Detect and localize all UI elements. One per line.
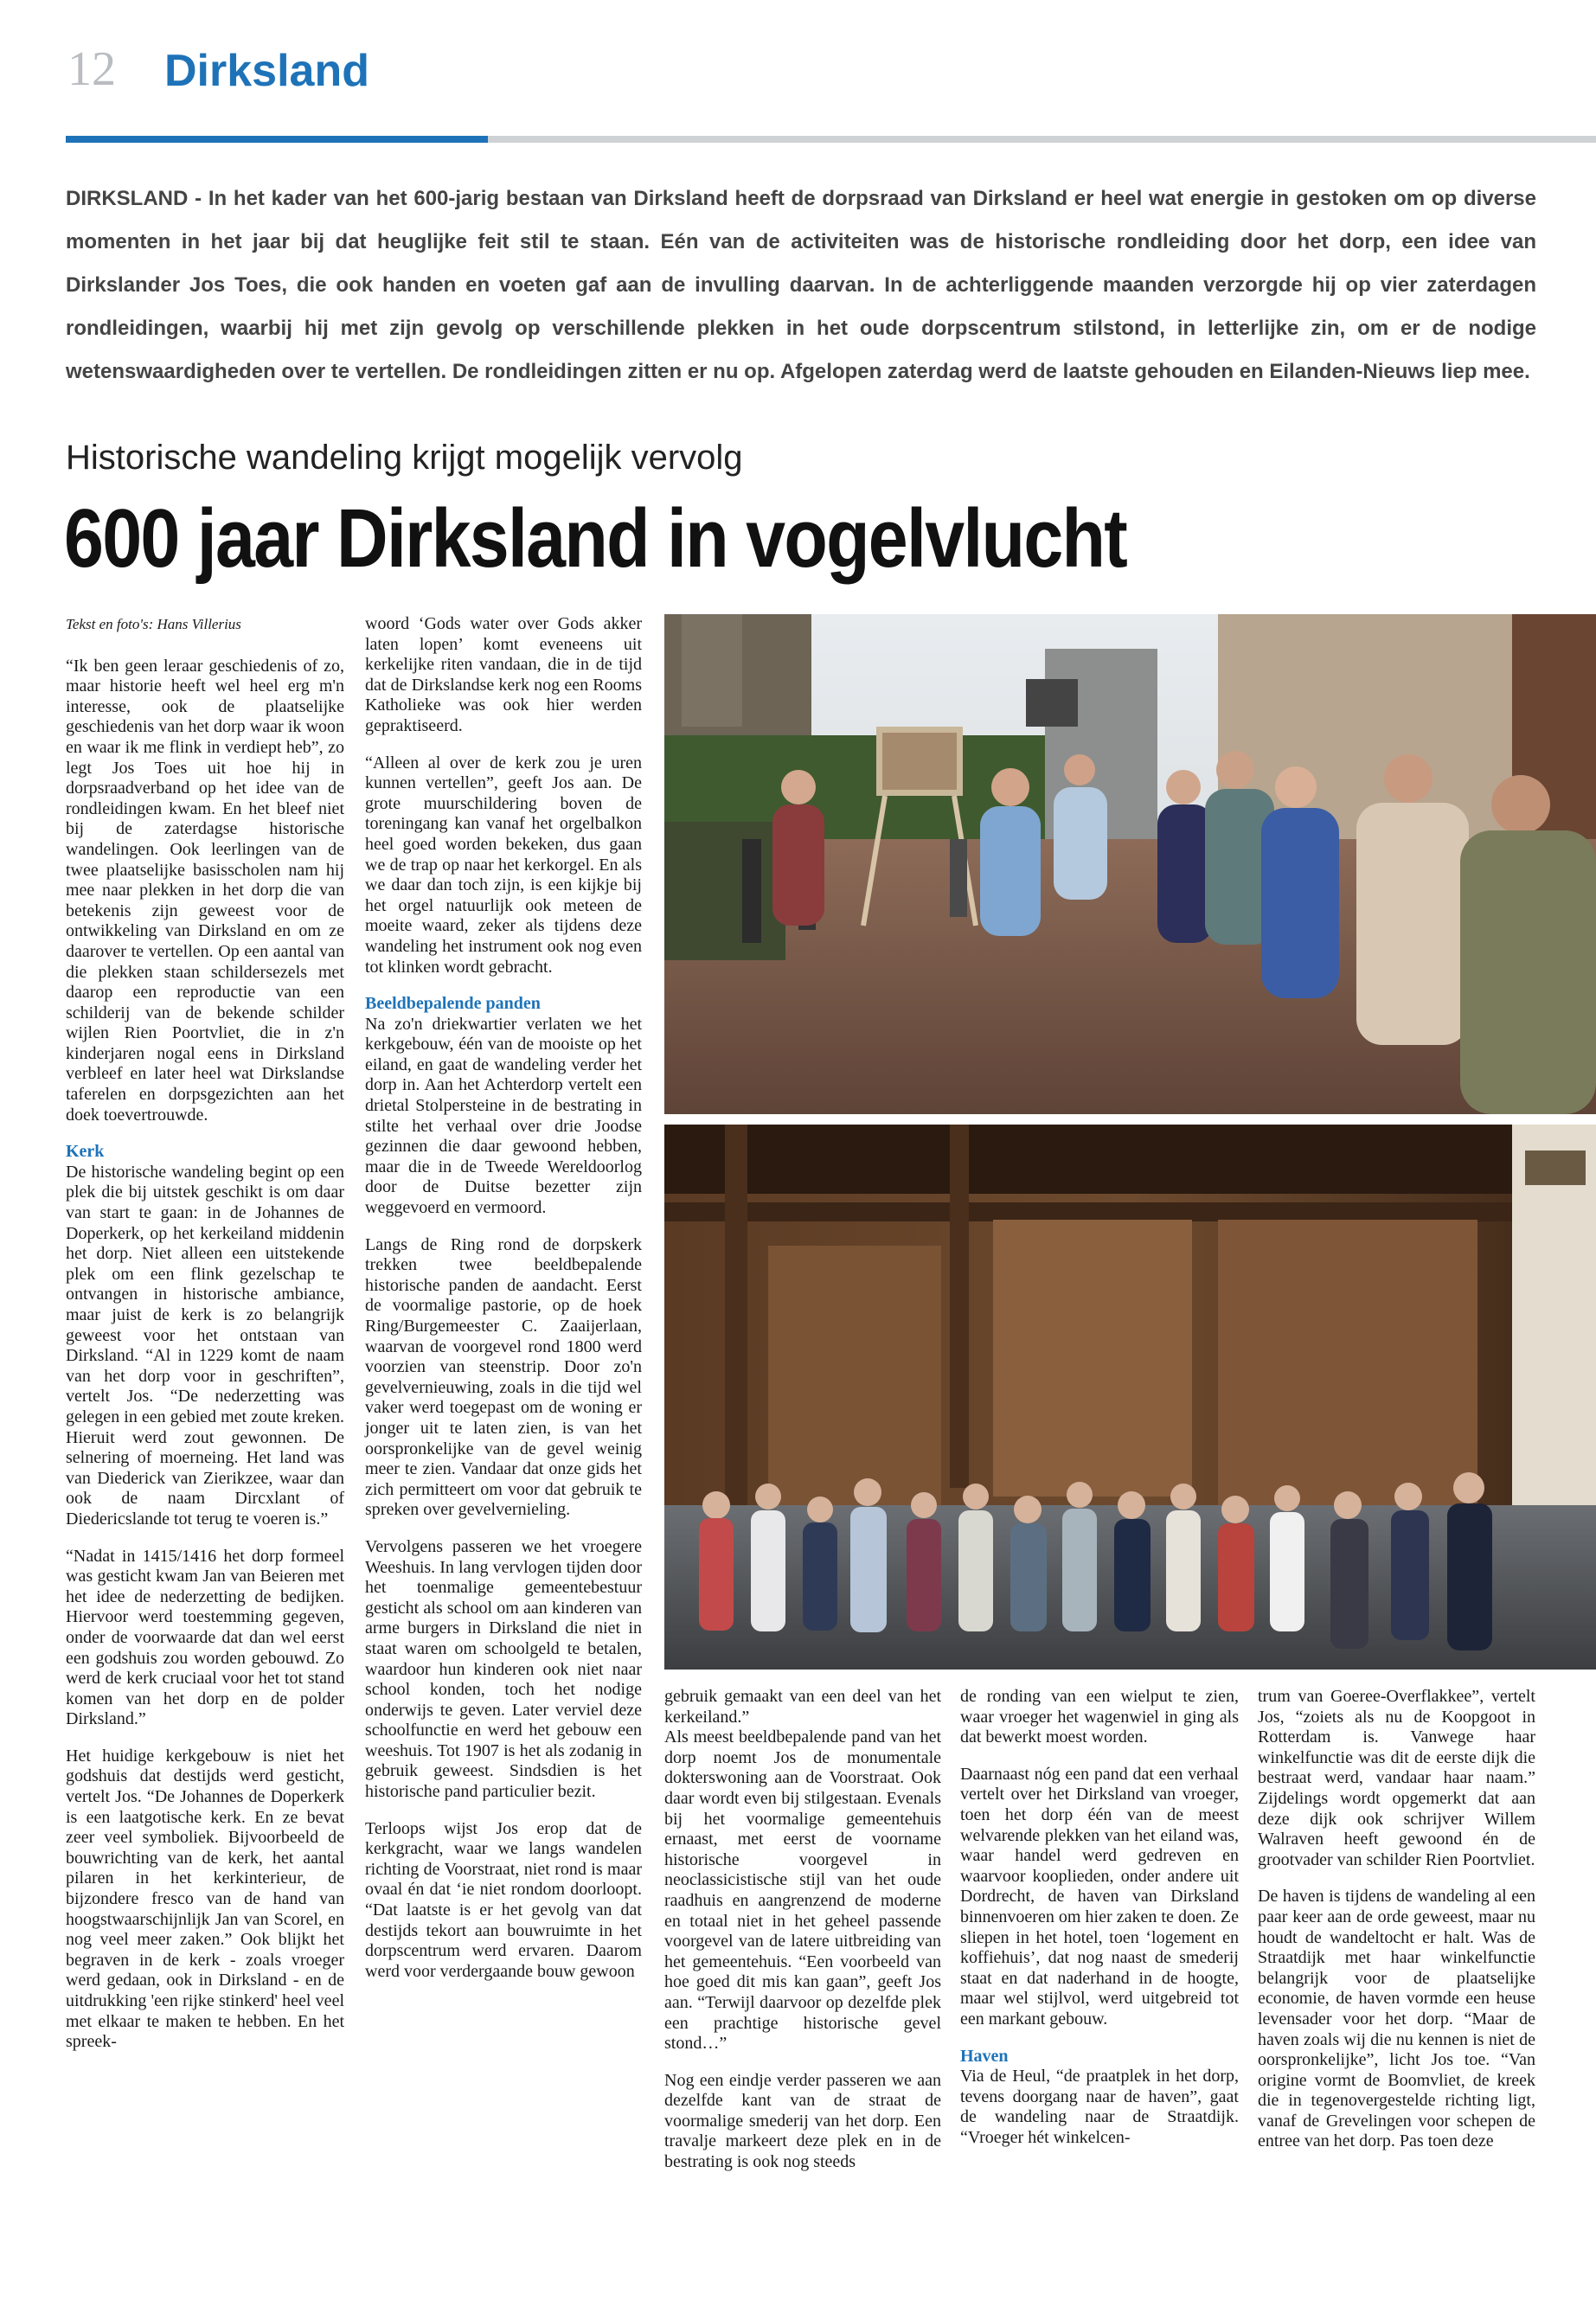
paragraph: Via de Heul, “de praatplek in het dorp, tevens doorgang naar de haven”, gaat de wandeling naar de Straatdijk. “Vroeger hét winkelcen- [960,2067,1239,2147]
group-in-barn-photo [664,1125,1596,1670]
paragraph: De haven is tijdens de wandeling al een paar keer aan de orde geweest, maar nu houdt de wandeltocht er halt. Was de Straatdijk met haar winkelfunctie belangrijk voor de plaatselijke economie, de haven vormde een heuse levensader voor het dorp. “Maar de haven zoals wij die nu kennen is niet de oorspronkelijke”, licht Jos toe. “Van origine vormt de Boomvliet, de kreek die in tegenovergestelde richting ligt, vanaf de Grevelingen voor schepen de entree van het dorp. Pas toen deze [1258,1887,1535,2151]
paragraph: woord ‘Gods water over Gods akker laten lopen’ komt eveneens uit kerkelijke riten vandaan, die in de tijd dat de Dirkslandse kerk nog een Rooms Katholieke was ook hier werden gepraktiseerd. [365,614,642,735]
group-at-easel-photo [664,614,1596,1114]
paragraph: De historische wandeling begint op een plek die bij uitstek geschikt is om daar van start te gaan: in de Johannes de Doperkerk, op het kerkeiland middenin het dorp. Niet alleen een uitstekende plek om een flink gezelschap te ontvangen in historische ambiance, maar juist de kerk is zo belangrijk geweest voor het ontstaan van Dirksland. “Al in 1229 komt de naam van het dorp voor in geschriften”, vertelt Jos. “De nederzetting was gelegen in een gebied met zoute kreken. Hieruit werd zout gewonnen. De selnering of moerneing. Het land was van Diederick van Zierikzee, waar dan ook de naam Dircxlant of Diedericslande tot terug te voeren is.” [66,1162,344,1529]
paragraph: Nog een eindje verder passeren we aan dezelfde kant van de straat de voormalige smederij van het dorp. Een travalje markeert deze plek en in de bestrating is ook nog steeds [664,2070,941,2172]
subheading-panden: Beeldbepalende panden [365,994,541,1014]
subheading-kerk: Kerk [66,1142,105,1162]
article-column-1 [66,614,344,2069]
article-column-5 [1258,1687,1535,2169]
page-number: 12 [67,42,116,96]
paragraph: gebruik gemaakt van een deel van het kerkeiland.” [664,1687,941,1727]
photo-canvas [664,614,1596,1114]
paragraph: “Nadat in 1415/1416 het dorp formeel was gesticht kwam Jan van Beieren met het idee de nederzetting de bedijken. Hiervoor werd toestemming gegeven, onder de voorwaarde dat dan wel eerst een godshuis zou worden gebouwd. Zo werd de kerk cruciaal voor het tot stand komen van het dorp en de polder Dirksland.” [66,1546,344,1729]
paragraph: de ronding van een wielput te zien, waar vroeger het wagenwiel in ging als dat bewerkt moest worden. [960,1687,1239,1747]
article-column-3 [664,1687,941,2189]
paragraph: Daarnaast nóg een pand dat een verhaal vertelt over het Dirksland van vroeger, toen het dorp één van de meest welvarende plekken van het eiland was, waar handel werd gedreven en waarvoor kooplieden, onder andere uit Dordrecht, de haven van Dirksland binnenvoeren om hier zaken te doen. Ze sliepen in het hotel, toen ‘logement en koffiehuis’, dat nog naast de smederij staat en dat naderhand in de hoogte, maar wel stijlvol, werd uitgebreid tot een markant gebouw. [960,1764,1239,2029]
byline: Tekst en foto's: Hans Villerius [66,616,241,632]
photo-canvas [664,1125,1596,1670]
intro-paragraph: DIRKSLAND - In het kader van het 600-jarig bestaan van Dirksland heeft de dorpsraad van Dirksland er heel wat energie in gestoken om op diverse momenten in het jaar bij dat heuglijke feit stil te staan. Eén van de activiteiten was de historische rondleiding door het dorp, een idee van Dirkslander Jos Toes, die ook handen en voeten gaf aan de invulling daarvan. In de achterliggende maanden verzorgde hij op vier zaterdagen rondleidingen, waarbij hij met zijn gevolg op verschillende plekken in het oude dorpscentrum stilstond, in letterlijke zin, om er de nodige wetenswaardigheden over te vertellen. De rondleidingen zitten er nu op. Afgelopen zaterdag werd de laatste gehouden en Eilanden-Nieuws liep mee. [66,187,1536,383]
paragraph: Terloops wijst Jos erop dat de kerkgracht, waar we langs wandelen richting de Voorstraat, niet rond is maar ovaal én dat ‘ie niet rondom doorloopt. “Dat laatste is er het gevolg van dat destijds tekort aan bouwruimte in het dorpscentrum werd ervaren. Daarom werd voor verdergaande bouw gewoon [365,1818,642,1981]
article-column-4 [960,1687,1239,2164]
paragraph: Langs de Ring rond de dorpskerk trekken twee beeldbepalende historische panden de aandacht. Eerst de voormalige pastorie, op de hoek Ring/Burgemeester C. Zaaijerlaan, waarvan de voorgevel rond 1800 werd voorzien van steenstrip. Door zo'n gevelvernieuwing, zoals in die tijd wel vaker werd toegepast om de woning er jonger uit te laten zien, is van het oorspronkelijke van de gevel weinig meer te zien. Vandaar dat onze gids het zich permitteert om voor dat gebruik te spreken over gevelvernieling. [365,1234,642,1520]
kicker: Historische wandeling krijgt mogelijk vervolg [66,439,743,477]
section-title: Dirksland [164,46,369,96]
subheading-haven: Haven [960,2046,1009,2066]
paragraph: Na zo'n driekwartier verlaten we het kerkgebouw, één van de mooiste op het eiland, en gaat de wandeling verder het dorp in. Aan het Achterdorp vertelt een drietal Stolpersteine in de bestrating in stilte het verhaal over drie Joodse gezinnen die daar gewoond hebben, maar die in de Tweede Wereldoorlog door de Duitse bezetter zijn weggevoerd en vermoord. [365,1014,642,1218]
paragraph: Als meest beeldbepalende pand van het dorp noemt Jos de monumentale dokterswoning aan de Voorstraat. Ook daar wordt even bij stilgestaan. Evenals bij het voormalige gemeentehuis ernaast, met eerst de voorname historische voorgevel in neoclassicistische stijl van het oude raadhuis en aangrenzend de moderne en totaal niet in het geheel passende voorgevel van de latere uitbreiding van het gemeentehuis. “Een voorbeeld van hoe goed dit mis kan gaan”, geeft Jos aan. “Terwijl daarvoor op dezelfde plek een prachtige historische gevel stond…” [664,1727,941,2054]
paragraph: “Alleen al over de kerk zou je uren kunnen vertellen”, geeft Jos aan. De grote muurschildering boven de toreningang kan vanaf het orgelbalkon heel goed worden bekeken, dus gaan we de trap op naar het kerkorgel. En als we daar dan toch zijn, is een kijkje bij het orgel natuurlijk ook meteen de moeite waard, zeker als tijdens deze wandeling het instrument ook nog even tot klinken wordt gebracht. [365,753,642,977]
paragraph: Het huidige kerkgebouw is niet het godshuis dat destijds werd gesticht, vertelt Jos. “De Johannes de Doperkerk is een laatgotische kerk. En ze bevat zeer veel symboliek. Bijvoorbeeld de bouwrichting van de kerk, het aantal pilaren in het kerkinterieur, de bijzondere fresco van de hand van hoogstwaarschijnlijk Jan van Scorel, en nog veel meer zaken.” Ook blijkt het begraven in de kerk - zoals vroeger werd gedaan, ook in Dirksland - en de uitdrukking 'een rijke stinkerd' heel veel met elkaar te maken te hebben. En het spreek- [66,1746,344,2052]
headline: 600 jaar Dirksland in vogelvlucht [64,492,1126,585]
header-rule-accent [66,136,488,143]
paragraph: Vervolgens passeren we het vroegere Weeshuis. In lang vervlogen tijden door het toenmalige gemeentebestuur gesticht als school om aan kinderen van arme burgers in Dirksland die niet in staat waren om schoolgeld te betalen, waardoor hun kinderen ook niet naar school konden, toch het nodige onderwijs te geven. Later verviel deze schoolfunctie en werd het gebouw een weeshuis. Tot 1907 is het als zodanig in gebruik geweest. Sindsdien is het historische pand particulier bezit. [365,1536,642,1802]
paragraph: trum van Goeree-Overflakkee”, vertelt Jos, “zoiets als nu de Koopgoot in Rotterdam is. Vanwege haar winkelfunctie was dit de eerste dijk die bestraat werd, vandaar haar naam.” Zijdelings wordt opgemerkt dat aan deze dijk ook schrijver Willem Walraven heeft gewoond én de grootvader van schilder Rien Poortvliet. [1258,1687,1535,1869]
article-column-2 [365,614,642,1998]
paragraph: “Ik ben geen leraar geschiedenis of zo, maar historie heeft wel heel erg m'n interesse, ook de plaatselijke geschiedenis van het dorp waar ik woon en waar ik me flink in verdiept heb”, zo legt Jos Toes uit hoe hij in dorpsraadverband op het idee van de rondleidingen kwam. En het bleef niet bij de zaterdagse historische wandelingen. Ook leerlingen van de twee plaatselijke basisscholen nam hij mee naar plekken in het dorp die van betekenis zijn geweest voor de ontwikkeling van Dirksland en om ze daarover te vertellen. Op een aantal van die plekken staan schildersezels met daarop een reproductie van een schilderij van de bekende schilder wijlen Rien Poortvliet, die in z'n kinderjaren nogal eens in Dirksland verbleef en later heel wat Dirkslandse taferelen en dorpsgezichten aan het doek toevertrouwde. [66,656,344,1125]
